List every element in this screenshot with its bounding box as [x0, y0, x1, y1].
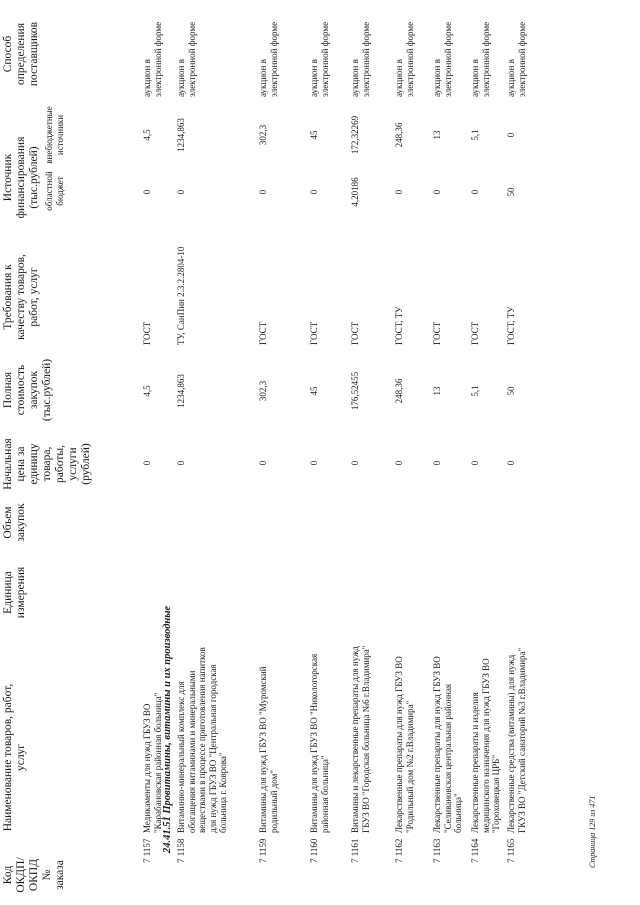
row-price: 0: [350, 460, 360, 466]
row-name: Витамины для нужд ГБУЗ ВО "Муромский родильный дом": [258, 666, 279, 833]
row-price: 0: [394, 460, 404, 466]
header-finance: Источник финансирования (тыс.рублей): [2, 136, 40, 219]
header-method: Способ определения поставщиков: [2, 21, 40, 87]
row-code: 7 1157: [142, 838, 152, 863]
row-name: Витаминно-минеральный комплекс для обогащения витаминами и минеральными веществами в процессе приготовления напитков для нужд ГБУЗ ВО "Центральная городская больница г. Коврова": [176, 647, 228, 833]
row-method: аукцион в электронной форме: [258, 21, 279, 97]
row-method: аукцион в электронной форме: [176, 21, 197, 97]
row-method: аукцион в электронной форме: [350, 21, 371, 97]
row-name: Лекарственные препараты и изделия медицинского назначения для нужд ГБУЗ ВО "Гороховецкая ЦРБ": [470, 658, 501, 833]
row-budget: 0: [142, 189, 152, 195]
row-quality: ТУ, СанПин 2.3.2.2804-10: [176, 246, 186, 345]
header-finance-budget: областной бюджет: [44, 171, 65, 211]
header-name: Наименование товаров, работ, услуг: [2, 683, 27, 832]
row-total: 13: [432, 386, 442, 396]
row-budget: 50: [506, 187, 516, 197]
row-method: аукцион в электронной форме: [506, 21, 527, 97]
row-code: 7 1163: [432, 838, 442, 863]
row-total: 248,36: [394, 378, 404, 404]
header-volume: Объем закупок: [2, 503, 27, 542]
row-quality: ГОСТ: [470, 321, 480, 345]
row-total: 5,1: [470, 385, 480, 397]
row-quality: ГОСТ: [142, 321, 152, 345]
row-total: 45: [309, 386, 319, 396]
row-method: аукцион в электронной форме: [432, 21, 453, 97]
row-code: 7 1164: [470, 838, 480, 863]
row-offbudget: 0: [506, 132, 516, 138]
row-quality: ГОСТ: [432, 321, 442, 345]
row-quality: ГОСТ, ТУ: [394, 306, 404, 345]
row-offbudget: 1234,863: [176, 118, 186, 152]
row-name: Лекарственные препараты для нужд ГБУЗ ВО "Селивановская центральная районная больница": [432, 656, 463, 833]
row-price: 0: [309, 460, 319, 466]
row-offbudget: 248,36: [394, 122, 404, 148]
row-total: 4,5: [142, 385, 152, 397]
row-name: Витамины для нужд ГБУЗ ВО "Никологорская районная больница": [309, 653, 330, 833]
row-code: 7 1162: [394, 838, 404, 863]
row-offbudget: 4,5: [142, 129, 152, 141]
row-name: Витамины и лекарственные препараты для нужд ГБУЗ ВО "Городская больница №6 г.Владимира": [350, 645, 371, 833]
row-total: 1234,863: [176, 374, 186, 408]
row-budget: 0: [432, 189, 442, 195]
page-number: Страница 129 из 471: [588, 795, 597, 868]
row-offbudget: 13: [432, 130, 442, 140]
row-code: 7 1159: [258, 838, 268, 863]
row-budget: 0: [258, 189, 268, 195]
row-total: 50: [506, 386, 516, 396]
header-total: Полная стоимость закупок (тыс.рублей): [2, 358, 53, 422]
header-quality: Требования к качеству товаров, работ, услуг: [2, 254, 40, 340]
row-quality: ГОСТ: [258, 321, 268, 345]
row-price: 0: [470, 460, 480, 466]
row-quality: ГОСТ, ТУ: [506, 306, 516, 345]
row-code: 7 1161: [350, 838, 360, 863]
row-method: аукцион в электронной форме: [394, 21, 415, 97]
row-budget: 0: [309, 189, 319, 195]
row-offbudget: 45: [309, 130, 319, 140]
row-budget: 4,20186: [350, 177, 360, 207]
row-price: 0: [506, 460, 516, 466]
row-budget: 0: [394, 189, 404, 195]
row-budget: 0: [176, 189, 186, 195]
row-total: 302,3: [258, 380, 268, 402]
row-code: 7 1158: [176, 838, 186, 863]
row-name: Медикаменты для нужд ГБУЗ ВО "Карабановская районная больница": [142, 692, 163, 833]
row-code: 7 1165: [506, 838, 516, 863]
row-method: аукцион в электронной форме: [470, 21, 491, 97]
header-price: Начальная цена за единицу товара, работы, услуги (рублей): [2, 438, 92, 490]
row-quality: ГОСТ: [350, 321, 360, 345]
row-price: 0: [176, 460, 186, 466]
row-code: 7 1160: [309, 838, 319, 863]
row-budget: 0: [470, 189, 480, 195]
group-heading: 24.41.51 Провитамины, витамины и их производные: [162, 605, 173, 853]
header-finance-offbudget: внебюджетные источники: [44, 106, 65, 164]
row-price: 0: [432, 460, 442, 466]
row-offbudget: 5,1: [470, 129, 480, 141]
row-name: Лекарственные препараты для нужд ГБУЗ ВО "Родильный дом №2 г.Владимира": [394, 656, 415, 833]
row-name: Лекарственные средства (витамины) для нужд ГКУЗ ВО "Детский санаторий №3 г.Владимира": [506, 647, 527, 833]
row-offbudget: 302,3: [258, 124, 268, 146]
row-method: аукцион в электронной форме: [309, 21, 330, 97]
row-price: 0: [258, 460, 268, 466]
row-quality: ГОСТ: [309, 321, 319, 345]
row-offbudget: 172,32269: [350, 115, 360, 155]
row-total: 176,52455: [350, 371, 360, 411]
header-code: Код ОКДП/ ОКПД № заказа: [2, 857, 66, 893]
header-unit: Единица измерения: [2, 566, 27, 619]
row-price: 0: [142, 460, 152, 466]
row-method: аукцион в электронной форме: [142, 21, 163, 97]
